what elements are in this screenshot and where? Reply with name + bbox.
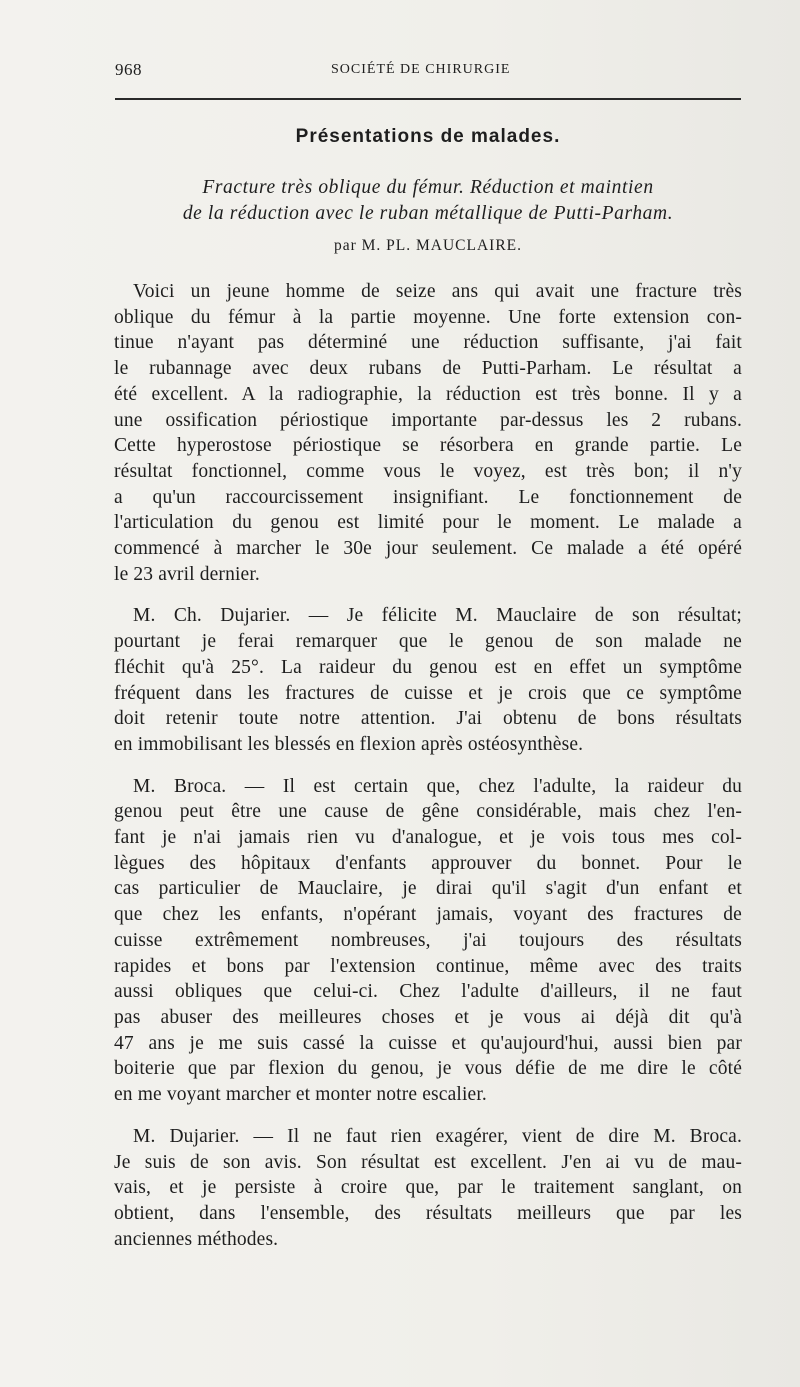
journal-title: SOCIÉTÉ DE CHIRURGIE	[331, 62, 511, 77]
text-line: pas abuser des meilleures choses et je vous ai déjà dit qu'à	[114, 1006, 742, 1028]
text-line: a qu'un raccourcissement insignifiant. Le fonctionnement de	[114, 486, 742, 508]
text-line: genou peut être une cause de gêne considérable, mais chez l'en-	[114, 801, 742, 823]
text-line: Voici un jeune homme de seize ans qui avait une fracture très	[133, 281, 742, 302]
article-subtitle	[115, 175, 741, 227]
running-head	[115, 60, 741, 84]
text-line: en immobilisant les blessés en flexion après ostéosynthèse.	[114, 733, 584, 755]
text-line: doit retenir toute notre attention. J'ai obtenu de bons résultats	[114, 708, 742, 730]
paragraph-gap	[114, 758, 742, 774]
text-line: pourtant je ferai remarquer que le genou de son malade ne	[114, 631, 742, 653]
text-line: obtient, dans l'ensemble, des résultats meilleurs que par les	[114, 1202, 742, 1224]
text-line: tinue n'ayant pas déterminé une réduction suffisante, j'ai fait	[114, 332, 742, 354]
text-line: 47 ans je me suis cassé la cuisse et qu'aujourd'hui, aussi bien par	[114, 1032, 742, 1054]
text-line: que chez les enfants, n'opérant jamais, voyant des fractures de	[114, 904, 742, 926]
text-line: fant je n'ai jamais rien vu d'analogue, et je vois tous mes col-	[114, 827, 742, 849]
paragraph-mauclaire	[114, 279, 742, 587]
text-line: M. Broca. — Il est certain que, chez l'adulte, la raideur du	[133, 775, 742, 797]
paragraph-dujarier-1	[114, 603, 742, 757]
paragraph-gap	[114, 1108, 742, 1124]
text-line: fléchit qu'à 25°. La raideur du genou est en effet un symptôme	[114, 656, 742, 678]
text-line: M. Dujarier. — Il ne faut rien exagérer, vient de dire M. Broca.	[133, 1125, 742, 1147]
text-line: lègues des hôpitaux d'enfants approuver du bonnet. Pour le	[114, 852, 742, 874]
text-line: le 23 avril dernier.	[114, 563, 260, 585]
article-body	[114, 279, 742, 1252]
page-number: 968	[115, 60, 142, 79]
text-line: le rubannage avec deux rubans de Putti-Parham. Le résultat a	[114, 358, 742, 380]
header-rule	[115, 98, 741, 100]
text-line: cuisse extrêmement nombreuses, j'ai toujours des résultats	[114, 929, 742, 951]
text-line: vais, et je persiste à croire que, par le traitement sanglant, on	[114, 1177, 742, 1199]
subtitle-line-1: Fracture très oblique du fémur. Réduction et maintien	[202, 177, 654, 198]
text-line: anciennes méthodes.	[114, 1228, 279, 1250]
section-title: Présentations de malades.	[295, 126, 561, 147]
text-line: aussi obliques que celui-ci. Chez l'adulte d'ailleurs, il ne faut	[114, 981, 742, 1003]
paragraph-broca	[114, 774, 742, 1108]
text-line: une ossification périostique importante par-dessus les 2 rubans.	[114, 409, 742, 431]
text-line: oblique du fémur à la partie moyenne. Une forte extension con-	[114, 306, 742, 328]
paragraph-gap	[114, 587, 742, 603]
text-line: résultat fonctionnel, comme vous le voyez, est très bon; il n'y	[114, 460, 742, 482]
text-line: fréquent dans les fractures de cuisse et je crois que ce symptôme	[114, 682, 742, 704]
text-line: rapides et bons par l'extension continue, même avec des traits	[114, 955, 742, 977]
text-line: Je suis de son avis. Son résultat est excellent. J'en ai vu de mau-	[114, 1151, 742, 1173]
text-line: été excellent. A la radiographie, la réduction est très bonne. Il y a	[114, 383, 742, 405]
text-line: M. Ch. Dujarier. — Je félicite M. Mauclaire de son résultat;	[133, 605, 742, 627]
text-line: boiterie que par flexion du genou, je vous défie de me dire le côté	[114, 1058, 742, 1080]
text-line: l'articulation du genou est limité pour le moment. Le malade a	[114, 512, 742, 534]
text-line: cas particulier de Mauclaire, je dirai qu'il s'agit d'un enfant et	[114, 878, 742, 900]
byline: par M. PL. MAUCLAIRE.	[333, 237, 523, 254]
subtitle-line-2: de la réduction avec le ruban métallique de Putti-Parham.	[182, 203, 674, 224]
paragraph-dujarier-2	[114, 1124, 742, 1253]
text-line: en me voyant marcher et monter notre escalier.	[114, 1084, 487, 1106]
text-line: Cette hyperostose périostique se résorbera en grande partie. Le	[114, 435, 742, 457]
text-line: commencé à marcher le 30e jour seulement. Ce malade a été opéré	[114, 538, 742, 560]
